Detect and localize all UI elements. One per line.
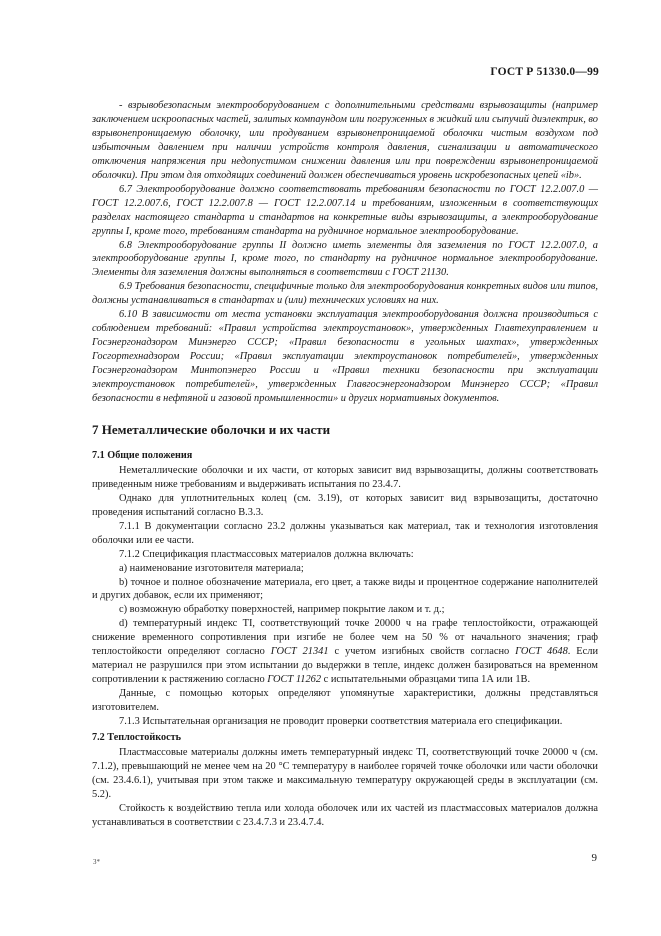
paragraph: Данные, с помощью которых определяют упомянутые характеристики, должны представляться изготовителем. xyxy=(92,688,598,714)
gost-reference: ГОСТ 11262 xyxy=(267,674,322,686)
paragraph: 7.1.1 В документации согласно 23.2 должны указываться как материал, так и технология изготовления оболочки или ее части. xyxy=(92,520,598,546)
subsection-7-2-title: 7.2 Теплостойкость xyxy=(92,731,181,743)
subsection-7-1-title: 7.1 Общие положения xyxy=(92,449,193,461)
list-item: b) точное и полное обозначение материала, его цвет, а также виды и процентное содержание наполнителей и других добавок, если их применяют; xyxy=(92,576,598,602)
page-content xyxy=(92,99,598,830)
clause-6-10: 6.10 В зависимости от места установки эксплуатация электрооборудования должна производиться с соблюдением требований: «Правил устройства электроустановок», утвержденных Главтехуправлением и Госэнергонадзором Минэнерго СССР; «Правил безопасности в угольных шахтах», утвержденных Госгортехнадзором России; «Правил эксплуатации электроустановок потребителей», утвержденных Госэнергонадзором Минтопэнерго России и «Правил техники безопасности при эксплуатации электроустановок потребителей», утвержденных Главгосэнергонадзором Минэнерго СССР; «Правил безопасности в нефтяной и газовой промышленности» и других нормативных документов. xyxy=(92,309,598,405)
clause-explosion-protection: - взрывобезопасным электрооборудованием с дополнительными средствами взрывозащиты (например заключением искроопасных частей, залитых компаундом или погруженных в жидкий или сыпучий диэлектрик, во взрывонепроницаемую оболочку, или продуванием взрывонепроницаемой оболочки чистым воздухом под избыточным давлением при наличии устройств контроля давления, сигнализации и автоматического отключения напряжения при недопустимом снижении давления или при повреждении взрывонепроницаемой оболочки). При этом для отходящих соединений должен обеспечиваться уровень искробезопасных цепей «ib». xyxy=(92,100,598,181)
page-number: 9 xyxy=(591,852,597,864)
list-item-d xyxy=(92,617,598,687)
clause-6-8: 6.8 Электрооборудование группы II должно иметь элементы для заземления по ГОСТ 12.2.007.0, а электрооборудование группы I, кроме того, по стандарту на рудничное нормальное электрооборудование. Элементы для заземления должны выполняться в соответствии с ГОСТ 21130. xyxy=(92,239,598,279)
paragraph: 7.1.3 Испытательная организация не проводит проверки соответствия материала его спецификации. xyxy=(119,716,563,728)
clause-6-9: 6.9 Требования безопасности, специфичные только для электрооборудования конкретных видов или типов, должны устанавливаться в стандартах и (или) технических условиях на них. xyxy=(92,281,598,307)
paragraph: Пластмассовые материалы должны иметь температурный индекс TI, соответствующий точке 20000 ч (см. 7.1.2), превышающий не менее чем на 20 °С температуру в наиболее горячей точке оболочки или части оболочки (см. 23.4.6.1), учитывая при этом также и максимальную температуру окружающей среды в эксплуатации (см. 5.2). xyxy=(92,746,598,800)
gost-reference: ГОСТ 21341 xyxy=(270,646,329,658)
gost-reference: ГОСТ 4648 xyxy=(515,646,568,658)
paragraph: 7.1.2 Спецификация пластмассовых материалов должна включать: xyxy=(119,548,414,560)
section-7-title: 7 Неметаллические оболочки и их части xyxy=(92,421,331,437)
paragraph: Стойкость к воздействию тепла или холода оболочек или их частей из пластмассовых материалов должна устанавливаться в соответствии с 23.4.7.3 и 23.4.7.4. xyxy=(92,802,598,828)
text: с учетом изгибных свойств согласно xyxy=(328,646,516,658)
clause-6-7: 6.7 Электрооборудование должно соответствовать требованиям безопасности по ГОСТ 12.2.007.0 — ГОСТ 12.2.007.6, ГОСТ 12.2.007.8 — ГОСТ 12.2.007.14 и требованиям, изложенным в соответствующих разделах настоящего стандарта и стандартов на конкретные виды взрывозащиты, а электрооборудование группы I, кроме того, требованиям стандарта на рудничное нормальное электрооборудование. xyxy=(92,183,598,237)
paragraph: Неметаллические оболочки и их части, от которых зависит вид взрывозащиты, должны соответствовать приведенным ниже требованиям и выдерживать испытания по 23.4.7. xyxy=(92,464,598,490)
sheet-mark: 3* xyxy=(93,858,100,866)
text: d) температурный индекс TI, соответствующий точке 20000 ч на графе теплостойкости, отражающей снижение временного сопротивления при изгибе не более чем на 50 % от начального значения; граф теплостойкости определяют согласно xyxy=(92,618,598,658)
italic-clauses xyxy=(92,99,598,406)
paragraph: Однако для уплотнительных колец (см. 3.19), от которых зависит вид взрывозащиты, достаточно проведения испытаний согласно В.3.3. xyxy=(92,492,598,518)
standard-header: ГОСТ Р 51330.0—99 xyxy=(490,66,599,78)
text: . Если материал не разрушился при этом испытании до выдержки в тепле, индекс должен базироваться на временном сопротивлении к растяжению согласно xyxy=(92,646,599,686)
text: с испытательными образцами типа 1А или 1В. xyxy=(321,674,531,686)
list-item: а) наименование изготовителя материала; xyxy=(119,562,304,574)
list-item: с) возможную обработку поверхностей, например покрытие лаком и т. д.; xyxy=(119,604,445,616)
